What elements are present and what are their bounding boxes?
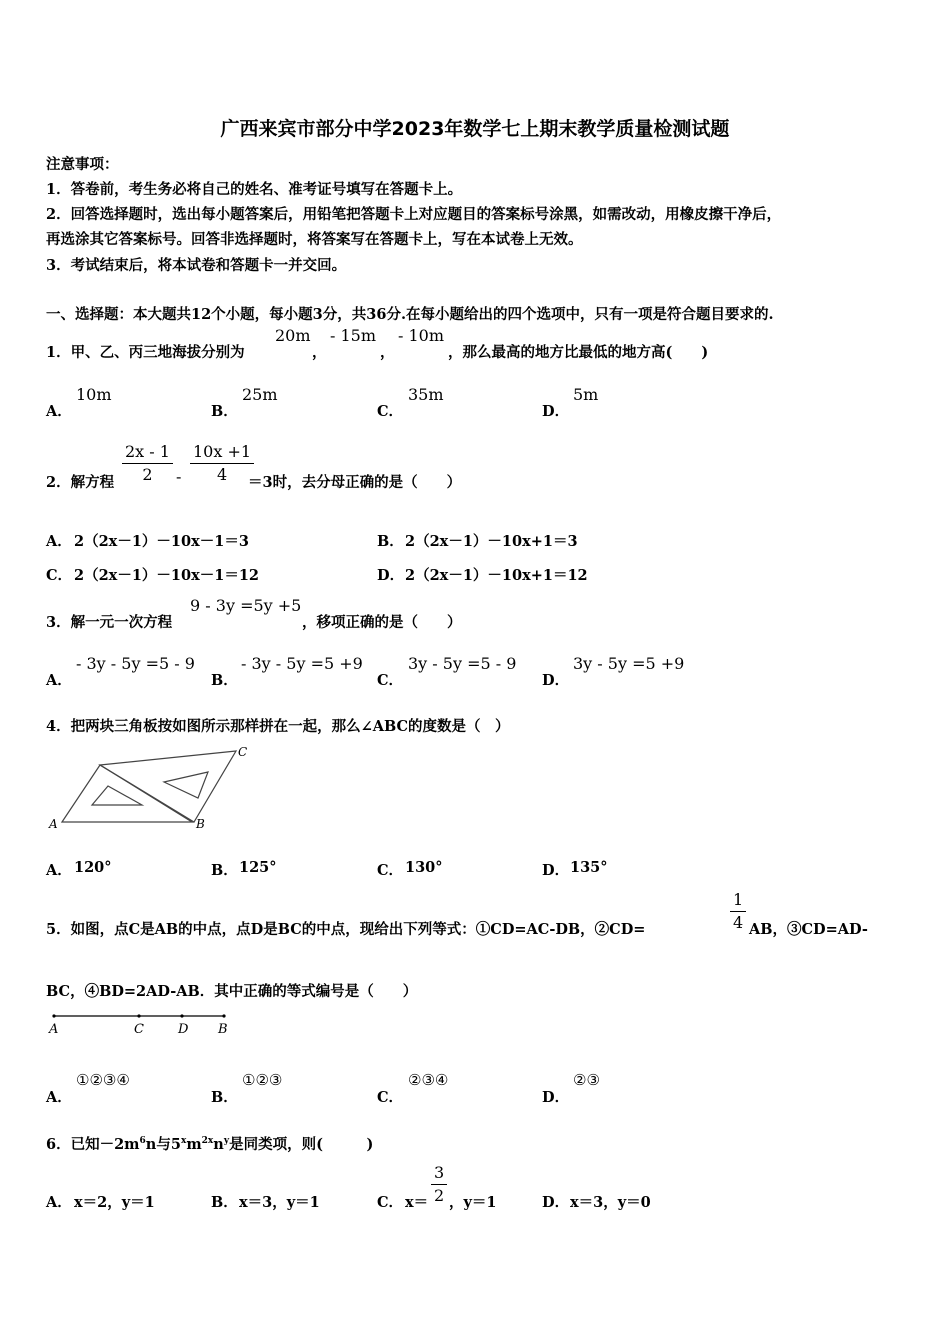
q1-option-b-value: 25m	[242, 385, 278, 404]
q1-text-start: 1．甲、乙、丙三地海拔分别为	[46, 344, 245, 361]
q1-option-d-value: 5m	[573, 385, 599, 404]
page-title: 广西来宾市部分中学2023年数学七上期末教学质量检测试题	[220, 118, 730, 140]
q5-option-c-label: C．	[377, 1089, 404, 1106]
q5-text-start: 5．如图，点C是AB的中点，点D是BC的中点，现给出下列等式：①CD=AC-DB，②CD=	[46, 921, 646, 938]
q1-option-d-label: D．	[542, 403, 570, 420]
fraction-numerator: 10x +1	[190, 443, 254, 464]
q1-option-b-label: B．	[211, 403, 238, 420]
q6-option-a-value: x＝2，y＝1	[74, 1194, 155, 1211]
notice-item: 再选涂其它答案标号。回答非选择题时，将答案写在答题卡上，写在本试卷上无效。	[46, 231, 583, 248]
q1-value-2: - 15m	[330, 326, 377, 345]
q6-option-c-value-start: x＝	[405, 1194, 429, 1211]
label-a: A	[49, 817, 58, 831]
q2-option-c-value: 2（2x－1）－10x－1＝12	[74, 567, 260, 584]
q3-option-d-label: D．	[542, 672, 570, 689]
q5-option-d-label: D．	[542, 1089, 570, 1106]
label-b: B	[218, 1022, 228, 1037]
notice-heading: 注意事项：	[46, 156, 119, 173]
section-heading: 一、选择题：本大题共12个小题，每小题3分，共36分.在每小题给出的四个选项中，只有一项是符合题目要求的.	[46, 306, 774, 323]
label-b: B	[196, 817, 205, 831]
fraction-denominator: 4	[216, 464, 228, 484]
q6-text-part: n与5	[145, 1136, 181, 1153]
q6-text-part: 6．已知－2m	[46, 1136, 140, 1153]
triangle-boards-figure	[44, 740, 264, 836]
q1-option-a-label: A．	[46, 403, 72, 420]
fraction-numerator: 1	[730, 891, 746, 912]
q5-option-b-label: B．	[211, 1089, 238, 1106]
q6-text-part: m	[186, 1136, 202, 1153]
fraction-denominator: 2	[142, 464, 153, 484]
q5-option-a-label: A．	[46, 1089, 72, 1106]
q4-option-a-label: A．	[46, 862, 72, 879]
q5-option-d-value: ②③	[573, 1071, 600, 1089]
q3-option-a-label: A．	[46, 672, 72, 689]
q3-option-c-label: C．	[377, 672, 404, 689]
notice-item: 2．回答选择题时，选出每小题答案后，用铅笔把答题卡上对应题目的答案标号涂黑，如需改动，用橡皮擦干净后，	[46, 206, 782, 223]
q6-option-c-value-end: ，y＝1	[449, 1194, 497, 1211]
q4-option-b-value: 125°	[239, 859, 277, 876]
q3-option-c-value: 3y - 5y =5 - 9	[408, 654, 517, 673]
q4-option-b-label: B．	[211, 862, 238, 879]
q6-superscript: x	[180, 1136, 187, 1147]
q5-option-b-value: ①②③	[242, 1071, 283, 1089]
q6-option-b-label: B．	[211, 1194, 238, 1211]
q6-option-a-label: A．	[46, 1194, 72, 1211]
q4-text: 4．把两块三角板按如图所示那样拼在一起，那么∠ABC的度数是（ ）	[46, 718, 510, 735]
q6-superscript: 2x	[201, 1136, 214, 1147]
q1-option-c-value: 35m	[408, 385, 444, 404]
q4-option-c-label: C．	[377, 862, 404, 879]
q2-option-b-value: 2（2x－1）－10x+1＝3	[405, 533, 578, 550]
q3-option-d-value: 3y - 5y =5 +9	[573, 654, 685, 673]
q6-text-part: 是同类项，则( )	[229, 1136, 374, 1153]
q6-superscript: 6	[139, 1136, 146, 1147]
q6-option-d-label: D．	[542, 1194, 570, 1211]
q2-minus: -	[176, 467, 182, 486]
q4-option-d-value: 135°	[570, 859, 608, 876]
segment-figure	[44, 1008, 244, 1038]
q4-option-a-value: 120°	[74, 859, 112, 876]
q5-text-end: BC，④BD=2AD-AB．其中正确的等式编号是（ ）	[46, 983, 418, 1000]
point-b	[222, 1014, 225, 1017]
point-d	[180, 1014, 183, 1017]
q5-text-middle: AB，③CD=AD-	[749, 921, 868, 938]
q2-text-start: 2．解方程	[46, 474, 115, 491]
label-a: A	[49, 1022, 59, 1037]
q2-option-a-value: 2（2x－1）－10x－1＝3	[74, 533, 249, 550]
q6-text	[46, 1133, 373, 1154]
q5-option-c-value: ②③④	[408, 1071, 449, 1089]
q2-option-d-label: D．	[377, 567, 405, 584]
q1-sep-1: ，	[312, 344, 327, 361]
q1-option-c-label: C．	[377, 403, 404, 420]
q4-option-c-value: 130°	[405, 859, 443, 876]
point-a	[52, 1014, 55, 1017]
q1-value-3: - 10m	[398, 326, 445, 345]
q2-fraction-2	[190, 443, 254, 483]
q5-option-a-value: ①②③④	[76, 1071, 130, 1089]
q1-option-a-value: 10m	[76, 385, 112, 404]
board-2-inner	[164, 772, 208, 798]
q1-sep-2: ，	[380, 344, 395, 361]
q3-option-b-value: - 3y - 5y =5 +9	[241, 654, 363, 673]
q6-option-c-fraction	[431, 1164, 447, 1204]
label-c: C	[238, 745, 248, 759]
q6-option-b-value: x＝3，y＝1	[239, 1194, 320, 1211]
label-d: D	[178, 1022, 189, 1037]
q6-option-d-value: x＝3，y＝0	[570, 1194, 651, 1211]
q1-value-1: 20m	[275, 326, 311, 345]
q4-option-d-label: D．	[542, 862, 570, 879]
board-1-inner	[92, 786, 142, 805]
q1-text-end: ，那么最高的地方比最低的地方高( )	[448, 344, 709, 361]
q2-fraction-1	[122, 443, 173, 483]
label-c: C	[134, 1022, 144, 1037]
point-c	[137, 1014, 140, 1017]
notice-item: 3．考试结束后，将本试卷和答题卡一并交回。	[46, 257, 347, 274]
board-2-outer	[100, 751, 236, 822]
q2-option-a-label: A．	[46, 533, 72, 550]
q2-option-b-label: B．	[377, 533, 404, 550]
q2-option-c-label: C．	[46, 567, 73, 584]
q3-equation: 9 - 3y =5y +5	[190, 596, 302, 615]
q5-fraction	[730, 891, 746, 931]
fraction-numerator: 3	[431, 1164, 447, 1185]
board-1-outer	[62, 765, 192, 822]
q3-text-start: 3．解一元一次方程	[46, 614, 173, 631]
q3-option-b-label: B．	[211, 672, 238, 689]
fraction-denominator: 4	[733, 912, 744, 932]
q6-text-part: n	[213, 1136, 224, 1153]
fraction-denominator: 2	[434, 1185, 445, 1205]
q2-text-end: ＝3时，去分母正确的是（ ）	[248, 474, 462, 491]
q2-option-d-value: 2（2x－1）－10x+1＝12	[405, 567, 588, 584]
q3-option-a-value: - 3y - 5y =5 - 9	[76, 654, 195, 673]
q6-option-c-label: C．	[377, 1194, 404, 1211]
notice-item: 1．答卷前，考生务必将自己的姓名、准考证号填写在答题卡上。	[46, 181, 463, 198]
fraction-numerator: 2x - 1	[122, 443, 173, 464]
q6-superscript: y	[223, 1136, 230, 1147]
q3-text-end: ，移项正确的是（ ）	[302, 614, 462, 631]
